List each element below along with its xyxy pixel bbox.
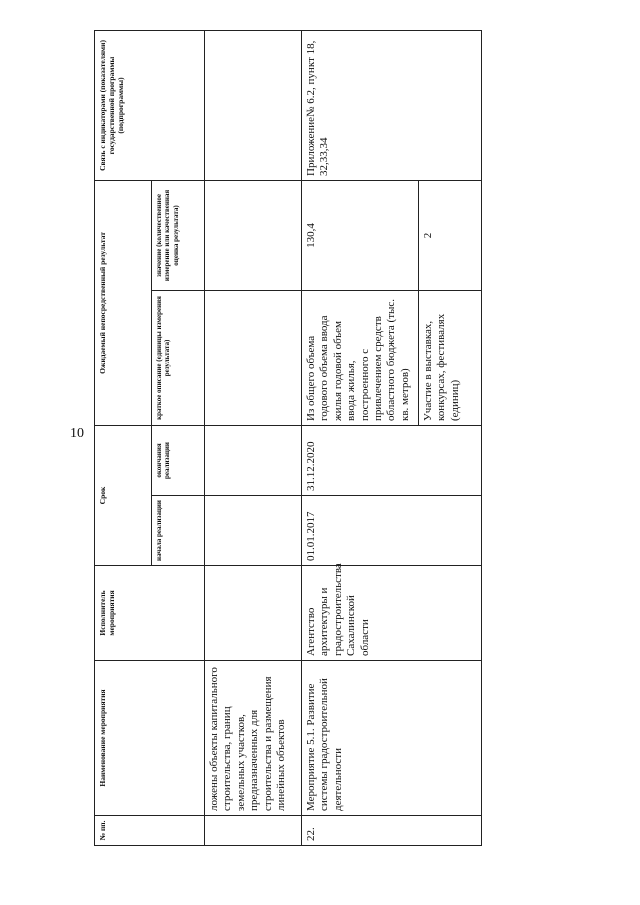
header-term-end: окончания реализации [152, 425, 205, 495]
cell-desc: Из общего объема годового объема ввода жилья годовой объем ввода жилья, построенного с привлечением средств областного бюджета (тыс. кв. метров) [302, 290, 419, 425]
cell-value: 130,4 [302, 180, 419, 290]
cell-desc: Участие в выставках, конкурсах, фестивалях (единиц) [419, 290, 482, 425]
cell-end [205, 425, 302, 495]
cell-num [205, 816, 302, 846]
header-result: Ожидаемый непосредственный результат [95, 180, 152, 425]
cell-executor: Агентство архитектуры и градостроительства Сахалинской области [302, 566, 482, 661]
header-name: Наименование мероприятия [95, 661, 205, 816]
cell-name: ложены объекты капитального строительства, границ земельных участков, предназначенных для строительства и размещения линейных объектов [205, 661, 302, 816]
header-term-start: начала реализации [152, 496, 205, 566]
table-row [302, 30, 419, 845]
header-executor: Исполнитель мероприятия [95, 566, 205, 661]
measures-table [94, 30, 482, 846]
cell-start [205, 496, 302, 566]
page-number: 10 [70, 426, 84, 441]
cell-value: 2 [419, 180, 482, 290]
cell-desc [205, 290, 302, 425]
cell-end: 31.12.2020 [302, 425, 482, 495]
cell-link: Приложение№ 6.2, пункт 18, 32,33,34 [302, 30, 482, 180]
cell-name: Мероприятие 5.1. Развитие системы градостроительной деятельности [302, 661, 482, 816]
header-term: Срок [95, 425, 152, 565]
cell-value [205, 180, 302, 290]
table-row [205, 30, 302, 845]
cell-link [205, 30, 302, 180]
header-result-value: значение (количественное измерение или качественная оценка результата) [152, 180, 205, 290]
cell-num: 22. [302, 816, 482, 846]
header-num: № пп. [95, 816, 205, 846]
rotated-table-region [94, 31, 484, 846]
table-header-row [95, 30, 152, 845]
cell-executor [205, 566, 302, 661]
header-result-desc: краткое описание (единицы измерения результата) [152, 290, 205, 425]
cell-start: 01.01.2017 [302, 496, 482, 566]
header-link: Связь с индикаторами (показателями) государственной программы (подпрограммы) [95, 30, 205, 180]
